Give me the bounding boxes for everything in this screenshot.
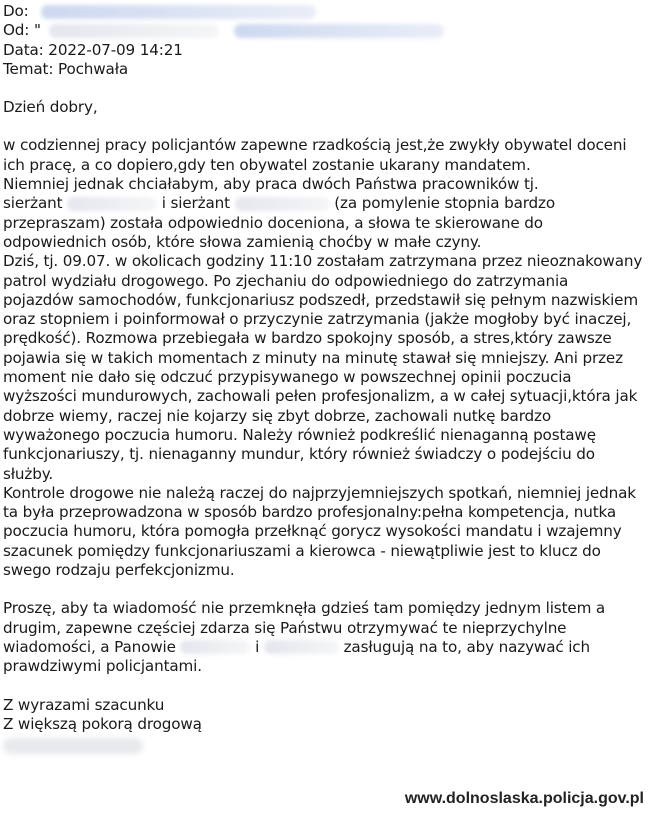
paragraph-3: Dziś, tj. 09.07. w okolicach godziny 11:10 zostałam zatrzymana przez nieoznakowany patrol wydziału drogowego. Po zjechaniu do odpowiedniego do zatrzymania pojazdów samochodów, funkcjonariusz podszedł, przedstawił się pełnym nazwiskiem oraz stopniem i poinformował o przyczynie zatrzymania (jakże mogłoby być inaczej, prędkość). Rozmowa przebiegała w bardzo spokojny sposób, a stres,który zawsze pojawia się w takich momentach z minuty na minutę stawał się mniejszy. Ani przez moment nie dało się odczuć przypisywanego w powszechnej opinii poczucia wyższości mundurowych, zachowali pełen profesjonalizm, a w całej sytuacji,która jak dobrze wiemy, raczej nie kojarzy się zbyt dobrze, zachowali nutkę bardzo wyważonego poczucia humoru. Należy również podkreślić nienaganną postawę funkcjonariuszy, tj. nienaganny mundur, który również świadczy o podejściu do służby. (3, 252, 643, 483)
p5-text-c: zasługują na to, aby nazywać ich prawdziwymi policjantami. (3, 637, 590, 676)
redacted-sender-address (234, 24, 444, 38)
greeting: Dzień dobry, (3, 98, 98, 117)
to-row (3, 2, 643, 21)
from-mark: " (33, 21, 41, 40)
p2-apology: (za pomylenie stopnia bardzo (334, 194, 556, 213)
paragraph-5 (3, 599, 643, 676)
redacted-officer-name-1 (67, 197, 157, 211)
redacted-officer-name-3 (180, 640, 250, 654)
p2-rank-2: i sierżant (161, 194, 230, 213)
paragraph-4: Kontrole drogowe nie należą raczej do najprzyjemniejszych spotkań, niemniej jednak ta była przeprowadzona w sposób bardzo profesjonalny:pełna kompetencja, nutka poczucia humoru, która pomogła przełknąć gorycz wysokości mandatu i wzajemny szacunek pomiędzy funkcjonariuszami a kierowca - niewątpliwie jest to klucz do swego rodzaju perfekcjonizmu. (3, 483, 636, 580)
p2-rank-1: sierżant (3, 194, 63, 213)
p2-first-line: Niemniej jednak chciałabym, aby praca dwóch Państwa pracowników tj. (3, 175, 539, 194)
paragraph-1: w codziennej pracy policjantów zapewne rzadkością jest,że zwykły obywatel doceni ich pracę, a co dopiero,gdy ten obywatel zostanie ukarany mandatem. (3, 136, 627, 174)
from-label: Od: (3, 21, 30, 40)
date-line: Data: 2022-07-09 14:21 (3, 40, 183, 59)
p5-text-b: i (255, 637, 260, 656)
subject-line: Temat: Pochwała (3, 59, 129, 78)
redacted-officer-name-2 (235, 197, 330, 211)
closing-line-1: Z wyrazami szacunku (3, 695, 165, 714)
from-row (3, 21, 643, 40)
email-message (3, 2, 643, 754)
redacted-signature (3, 738, 143, 754)
p2-rest: przepraszam) została odpowiednio doceniona, a słowa te skierowane do odpowiednich osób, które słowa zamienią choćby w małe czyny. (3, 213, 543, 251)
paragraph-2 (3, 175, 643, 252)
to-label: Do: (3, 2, 29, 20)
closing-line-2: Z większą pokorą drogową (3, 714, 202, 733)
redacted-sender-name (49, 24, 219, 38)
redacted-officer-name-4 (264, 640, 339, 654)
p5-text-a: Proszę, aby ta wiadomość nie przemknęła gdzieś tam pomiędzy jednym listem a drugim, zapewne częściej zdarza się Państwu otrzymywać te nieprzychylne wiadomości, a Panowie (3, 599, 606, 656)
source-watermark: www.dolnoslaska.policja.gov.pl (404, 790, 644, 807)
redacted-recipient (41, 5, 316, 19)
